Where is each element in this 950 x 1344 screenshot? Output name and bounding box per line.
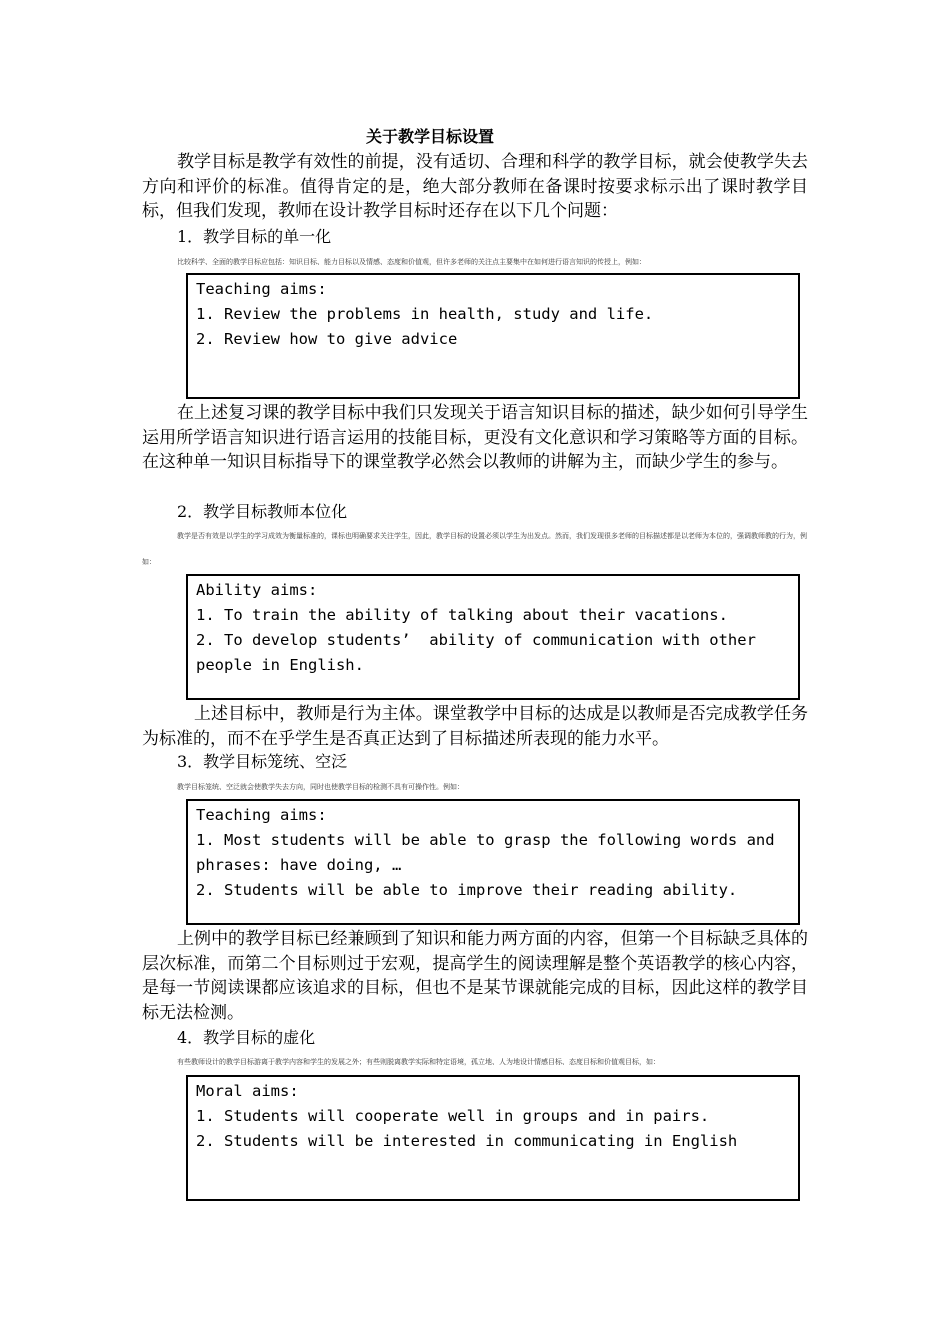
box-line: 2. Review how to give advice [196, 330, 458, 348]
box-line: Moral aims: [196, 1082, 299, 1100]
box-line: Ability aims: [196, 581, 318, 599]
section-3-note: 教学目标笼统、空泛就会使教学失去方向，同时也使教学目标的检测不具有可操作性。例如： [177, 783, 464, 791]
section-3-heading: 3．教学目标笼统、空泛 [177, 752, 348, 771]
box-line: 1. Review the problems in health, study and life. [196, 305, 654, 323]
section-4-example-box [186, 1075, 800, 1201]
intro-paragraph: 教学目标是教学有效性的前提，没有适切、合理和科学的教学目标，就会使教学失去方向和评价的标准。值得肯定的是，绝大部分教师在备课时按要求标示出了课时教学目标，但我们发现，教师在设计教学目标时还存在以下几个问题： [142, 152, 808, 221]
section-2-comment: 上述目标中，教师是行为主体。课堂教学中目标的达成是以教师是否完成教学任务为标准的，而不在乎学生是否真正达到了目标描述所表现的能力水平。 [142, 704, 808, 749]
box-line: 1. To train the ability of talking about their vacations. [196, 606, 728, 624]
section-1-note: 比较科学、全面的教学目标应包括：知识目标、能力目标以及情感、态度和价值观，但许多老师的关注点主要集中在如何进行语言知识的传授上，例如： [177, 258, 646, 266]
box-line: 1. Most students will be able to grasp the following words and phrases: have doing, … [196, 831, 784, 874]
document-title: 关于教学目标设置 [365, 127, 494, 146]
section-3-comment: 上例中的教学目标已经兼顾到了知识和能力两方面的内容，但第一个目标缺乏具体的层次标准，而第二个目标则过于宏观，提高学生的阅读理解是整个英语教学的核心内容，是每一节阅读课都应该追求的目标，但也不是某节课就能完成的目标，因此这样的教学目标无法检测。 [142, 929, 808, 1023]
box-line: 1. Students will cooperate well in groups and in pairs. [196, 1107, 710, 1125]
section-1-example-box [186, 273, 800, 399]
section-4-note: 有些教师设计的教学目标游离于教学内容和学生的发展之外；有些则脱离教学实际和特定语境，孤立地、人为地设计情感目标、态度目标和价值观目标，如： [177, 1058, 660, 1066]
box-line: 2. To develop students’ ability of communication with other people in English. [196, 631, 766, 674]
section-1-comment: 在上述复习课的教学目标中我们只发现关于语言知识目标的描述，缺少如何引导学生运用所学语言知识进行语言运用的技能目标，更没有文化意识和学习策略等方面的目标。在这种单一知识目标指导下的课堂教学必然会以教师的讲解为主，而缺少学生的参与。 [142, 403, 808, 472]
section-2-note: 教学是否有效是以学生的学习成效为衡量标准的，课标也明确要求关注学生，因此，教学目标的设置必须以学生为出发点。然而，我们发现很多老师的目标描述都是以老师为本位的，强调教师教的行为，例如： [142, 532, 807, 566]
box-line: Teaching aims: [196, 806, 327, 824]
section-2-example-box [186, 574, 800, 700]
box-line: 2. Students will be able to improve their reading ability. [196, 881, 738, 899]
section-2-heading: 2．教学目标教师本位化 [177, 502, 348, 521]
section-1-heading: 1．教学目标的单一化 [177, 227, 332, 246]
box-line: 2. Students will be interested in communicating in English [196, 1132, 738, 1150]
section-3-example-box [186, 799, 800, 925]
box-line: Teaching aims: [196, 280, 327, 298]
section-4-heading: 4．教学目标的虚化 [177, 1028, 316, 1047]
